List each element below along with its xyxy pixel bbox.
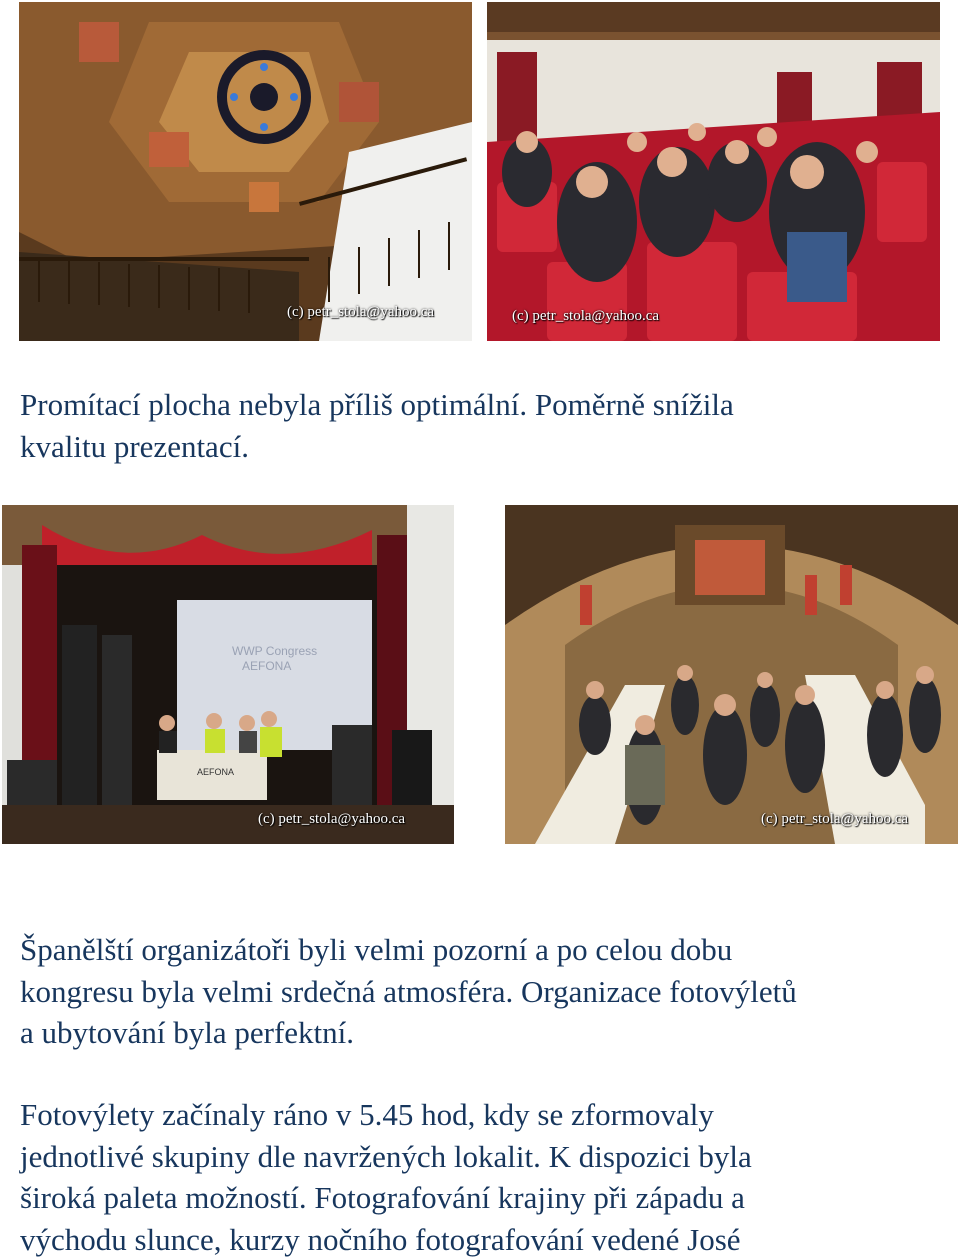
photo-credit: (c) petr_stola@yahoo.ca [761,811,909,827]
paragraph-photo-trips: Fotovýlety začínaly ráno v 5.45 hod, kdy se zformovaly jednotlivé skupiny dle navržených lokalit. K dispozici byla široká paleta možností. Fotografování krajiny při západu a východu slunce, kurzy nočního fotografování vedené José [20,1097,752,1257]
photo-credit: (c) petr_stola@yahoo.ca [287,304,435,320]
ceiling-illustration [19,2,472,341]
photo-audience [487,2,940,341]
photo-stage [2,505,454,844]
paragraph-organizers: Španělští organizátoři byli velmi pozorní a po celou dobu kongresu byla velmi srdečná atmosféra. Organizace fotovýletů a ubytování byla perfektní. [20,932,797,1050]
screen-text-1: WWP Congress [232,644,318,658]
paragraph-projection: Promítací plocha nebyla příliš optimální. Poměrně snížila kvalitu prezentací. [20,387,734,464]
photo-reception [505,505,958,844]
photo-credit: (c) petr_stola@yahoo.ca [512,308,660,324]
stage-illustration [2,505,454,844]
table-banner: AEFONA [197,767,235,777]
screen-text-2: AEFONA [242,659,292,673]
photo-ceiling [19,2,472,341]
photo-credit: (c) petr_stola@yahoo.ca [258,811,406,827]
audience-illustration [487,2,940,341]
reception-illustration [505,505,958,844]
